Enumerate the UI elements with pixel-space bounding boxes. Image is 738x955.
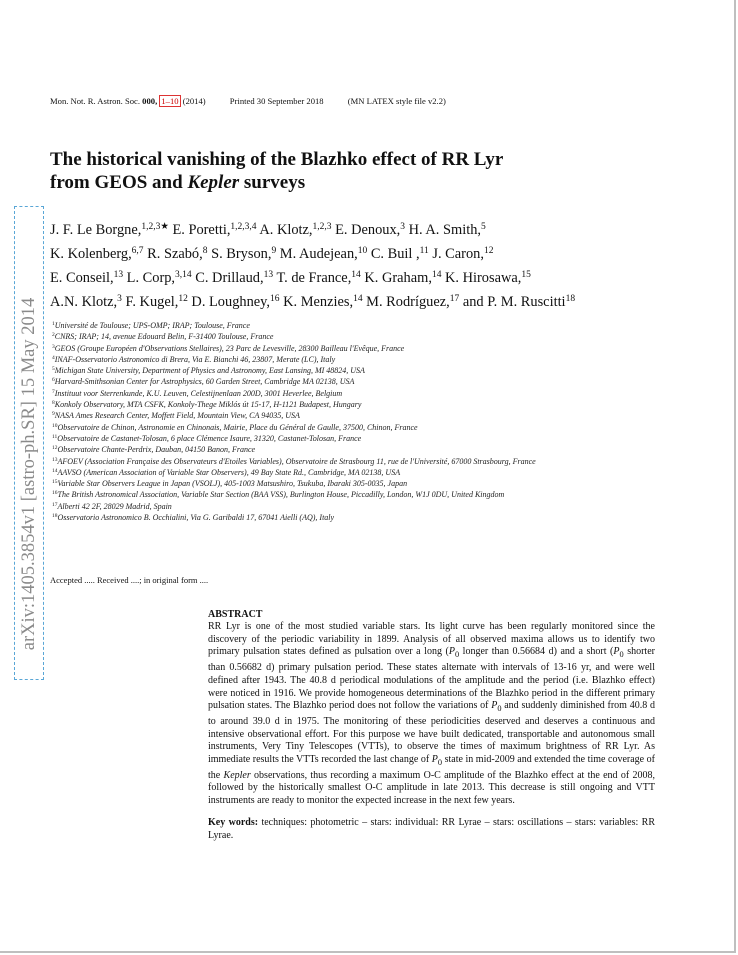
affiliation-text: GEOS (Groupe Européen d'Observations Stellaires), 23 Parc de Levesville, 28300 Bailleau l'Evêque, France — [54, 343, 405, 353]
abstract-italic: Kepler — [223, 769, 251, 781]
affiliation-item — [52, 376, 692, 387]
printed-date: Printed 30 September 2018 — [229, 96, 324, 106]
author-affiliation-mark: 3,14 — [175, 270, 192, 280]
affiliation-list — [52, 320, 692, 523]
affiliation-number: 9 — [52, 411, 55, 418]
keywords-label: Key words: — [208, 816, 259, 828]
author-name: M. Audejean, — [276, 246, 358, 262]
author-affiliation-mark: 13 — [113, 270, 124, 280]
affiliation-text: Konkoly Observatory, MTA CSFK, Konkoly-Thege Miklós út 15-17, H-1121 Budapest, Hungary — [54, 400, 362, 410]
affiliation-item — [52, 478, 692, 489]
affiliation-item — [52, 456, 692, 467]
author-affiliation-mark: 3 — [400, 222, 406, 232]
author-name: K. Graham, — [360, 270, 432, 286]
affiliation-text: CNRS; IRAP; 14, avenue Edouard Belin, F-31400 Toulouse, France — [54, 332, 274, 342]
journal-name: Mon. Not. R. Astron. Soc. — [50, 96, 141, 106]
author-name: R. Szabó, — [143, 246, 203, 262]
author-affiliation-mark: 17 — [449, 294, 460, 304]
affiliation-text: Michigan State University, Department of Physics and Astronomy, East Lansing, MI 48824, USA — [54, 366, 365, 376]
affiliation-text: Variable Star Observers League in Japan (VSOLJ), 405-1003 Matsushiro, Tsukuba, Ibaraki 305-0035, Japan — [57, 479, 408, 489]
affiliation-item — [52, 489, 692, 500]
author-affiliation-mark: 14 — [353, 294, 363, 304]
affiliation-item — [52, 512, 692, 523]
affiliation-number: 1 — [52, 321, 55, 327]
affiliation-number: 7 — [52, 388, 55, 395]
author-name: F. Kugel, — [121, 294, 179, 310]
author-name: J. Caron, — [428, 246, 484, 262]
affiliation-item — [52, 399, 692, 410]
affiliation-item — [52, 331, 692, 342]
author-line — [50, 290, 700, 314]
author-name: L. Corp, — [123, 270, 176, 286]
affiliation-number: 17 — [52, 501, 58, 508]
title-line-2-start: from GEOS and — [50, 172, 188, 193]
affiliation-number: 16 — [52, 490, 58, 497]
paper-title — [50, 148, 503, 194]
affiliation-item — [52, 354, 692, 365]
affiliation-text: The British Astronomical Association, Variable Star Section (BAA VSS), Burlington House, Piccadilly, London, W1J 0DU, United Kingdom — [57, 490, 505, 500]
author-affiliation-mark: 18 — [565, 294, 576, 304]
author-name: K. Menzies, — [279, 294, 354, 310]
author-affiliation-mark: 3 — [117, 294, 122, 304]
abstract-segment: observations, thus recording a maximum O-C amplitude of the Blazhko effect at the end of 2008, followed by the historically smallest O-C amplitude in late 2013. This decrease is still ongoing and VTT instruments are ready to monitor the expected increase in the next few years. — [208, 769, 655, 807]
keywords-text: techniques: photometric – stars: individual: RR Lyrae – stars: oscillations – stars: variables: RR Lyrae. — [208, 816, 655, 841]
style-file-note: (MN LATEX style file v2.2) — [347, 96, 446, 106]
affiliation-text: Harvard-Smithsonian Center for Astrophysics, 60 Garden Street, Cambridge MA 02138, USA — [54, 377, 355, 387]
author-affiliation-mark: 12 — [178, 294, 188, 304]
affiliation-item — [52, 388, 692, 399]
author-name: S. Bryson, — [207, 246, 272, 262]
affiliation-item — [52, 410, 692, 421]
title-line-2-end: surveys — [239, 172, 306, 193]
journal-volume: 000, — [142, 96, 158, 106]
affiliation-text: INAF-Osservatorio Astronomico di Brera, Via E. Bianchi 46, 23807, Merate (LC), Italy — [54, 354, 336, 364]
affiliation-item — [52, 365, 692, 376]
abstract-segment: shorter than 0.56682 d) primary pulsation period. These states alternate with intervals of 13-16 yr, and were well defined after 1943. The 40.8 d periodical modulations of the amplitude and the period (i.e. Blazhko effect) were noticed in 1916. We provide homogeneous determinations of the Blazhko period in the different primary pulsation states. The Blazhko period does not follow the variations of — [208, 646, 655, 712]
author-line — [50, 218, 700, 242]
affiliation-text: Observatoire Chante-Perdrix, Dauban, 04150 Banon, France — [57, 445, 256, 455]
affiliation-text: AFOEV (Association Française des Observateurs d'Etoiles Variables), Observatoire de Strasbourg 11, rue de l'Université, 67000 Strasbourg, France — [57, 456, 536, 466]
page-range-link[interactable]: 1–10 — [161, 96, 179, 106]
affiliation-item — [52, 343, 692, 354]
author-affiliation-mark: 12 — [483, 246, 494, 256]
arxiv-identifier[interactable]: arXiv:1405.3854v1 [astro-ph.SR] 15 May 2014 — [19, 297, 39, 651]
author-name: C. Buil , — [367, 246, 420, 262]
affiliation-number: 4 — [52, 354, 55, 361]
author-affiliation-mark: 5 — [480, 222, 486, 232]
author-name: and P. M. Ruscitti — [459, 294, 566, 310]
abstract-segment: RR Lyr is one of the most studied variable stars. Its light curve has been regularly monitored since the discovery of the periodic variability in 1899. Analysis of all observed maxima allows us to identify two primary pulsation states defined as pulsation over a long ( — [208, 621, 655, 658]
affiliation-text: Observatoire de Chinon, Astronomie en Chinonais, Mairie, Place du Général de Gaulle, 37500, Chinon, France — [57, 422, 418, 432]
author-name: J. F. Le Borgne, — [50, 222, 142, 238]
author-affiliation-mark: 13 — [263, 270, 274, 280]
author-name: D. Loughney, — [187, 294, 271, 310]
affiliation-text: Observatoire de Castanet-Tolosan, 6 place Clémence Isaure, 31320, Castanet-Tolosan, France — [57, 433, 362, 443]
author-affiliation-mark: 11 — [419, 246, 429, 256]
affiliation-item — [52, 320, 692, 331]
abstract-italic: P — [491, 700, 498, 712]
affiliation-number: 12 — [52, 445, 58, 452]
abstract-italic: P — [613, 646, 620, 658]
author-name: E. Denoux, — [331, 222, 401, 238]
affiliation-item — [52, 444, 692, 455]
affiliation-item — [52, 433, 692, 444]
author-name: H. A. Smith, — [405, 222, 481, 238]
author-name: E. Poretti, — [168, 222, 231, 238]
author-affiliation-mark: 1,2,3,4 — [230, 222, 257, 232]
title-line-2-italic: Kepler — [187, 172, 240, 193]
author-affiliation-mark: 14 — [351, 270, 361, 280]
author-affiliation-mark: 1,2,3★ — [141, 222, 169, 232]
affiliation-number: 8 — [52, 400, 55, 407]
affiliation-number: 6 — [52, 377, 55, 384]
affiliation-number: 10 — [52, 422, 58, 429]
affiliation-text: AAVSO (American Association of Variable Star Observers), 49 Bay State Rd., Cambridge, MA 02138, USA — [57, 467, 401, 477]
abstract-italic: P — [448, 646, 455, 658]
abstract-segment: and suddenly diminished from 40.8 d to around 39.0 d in 1975. The monitoring of these periodicities deserved and deserves a continuous and intensive observational effort. For this purpose we have built dedicated, transportable and autonomous small instruments, Very Tiny Telescopes (VTTs), to observe the times of maximum brightness of RR Lyr. As immediate results the VTTs recorded the last change of — [208, 700, 655, 766]
affiliation-number: 11 — [52, 433, 58, 440]
affiliation-item — [52, 422, 692, 433]
abstract-section — [208, 609, 655, 842]
journal-header — [50, 96, 446, 106]
accepted-line: Accepted ..... Received ....; in original form .... — [50, 575, 209, 585]
affiliation-number: 13 — [52, 456, 58, 463]
affiliation-text: Instituut voor Sterrenkunde, K.U. Leuven, Celestijnenlaan 200D, 3001 Heverlee, Belgium — [54, 388, 343, 398]
author-line — [50, 242, 700, 266]
abstract-subscript: 0 — [497, 704, 502, 714]
author-name: M. Rodríguez, — [362, 294, 450, 310]
author-affiliation-mark: 10 — [357, 246, 368, 256]
abstract-text — [208, 621, 655, 808]
affiliation-number: 18 — [52, 513, 58, 520]
author-affiliation-mark: 16 — [270, 294, 280, 304]
affiliation-number: 3 — [52, 343, 55, 350]
abstract-heading: ABSTRACT — [208, 609, 263, 620]
affiliation-text: Université de Toulouse; UPS-OMP; IRAP; Toulouse, France — [54, 321, 250, 330]
author-name: T. de France, — [273, 270, 352, 286]
abstract-segment: longer than 0.56684 d) and a short ( — [459, 646, 614, 658]
abstract-subscript: 0 — [619, 650, 624, 660]
author-affiliation-mark: 15 — [521, 270, 531, 280]
author-affiliation-mark: 6,7 — [131, 246, 144, 256]
affiliation-item — [52, 501, 692, 512]
abstract-segment: state in mid-2009 and extended the time coverage of the — [208, 754, 655, 781]
author-name: K. Kolenberg, — [50, 246, 132, 262]
affiliation-text: Alberti 42 2F, 28029 Madrid, Spain — [57, 501, 172, 511]
affiliation-number: 15 — [52, 479, 58, 486]
author-name: A.N. Klotz, — [50, 294, 118, 310]
abstract-subscript: 0 — [437, 758, 443, 768]
abstract-italic: P — [431, 754, 438, 766]
affiliation-number: 2 — [52, 332, 55, 339]
abstract-subscript: 0 — [454, 650, 460, 660]
author-affiliation-mark: 1,2,3 — [312, 222, 332, 232]
author-line — [50, 266, 700, 290]
affiliation-number: 14 — [52, 467, 58, 474]
author-name: K. Hirosawa, — [441, 270, 522, 286]
keywords-block — [208, 817, 655, 842]
author-name: C. Drillaud, — [191, 270, 264, 286]
author-affiliation-mark: 9 — [271, 246, 277, 256]
affiliation-text: NASA Ames Research Center, Moffett Field, Mountain View, CA 94035, USA — [54, 411, 300, 421]
author-name: A. Klotz, — [256, 222, 313, 238]
author-name: E. Conseil, — [50, 270, 114, 286]
affiliation-item — [52, 467, 692, 478]
journal-year: (2014) — [182, 96, 206, 106]
affiliation-text: Osservatorio Astronomico B. Occhialini, Via G. Garibaldi 17, 67041 Aielli (AQ), Italy — [57, 513, 335, 523]
author-affiliation-mark: 8 — [202, 246, 208, 256]
author-affiliation-mark: 14 — [431, 270, 442, 280]
affiliation-number: 5 — [52, 366, 55, 373]
author-list — [50, 218, 700, 314]
title-line-1: The historical vanishing of the Blazhko effect of RR Lyr — [50, 149, 504, 170]
